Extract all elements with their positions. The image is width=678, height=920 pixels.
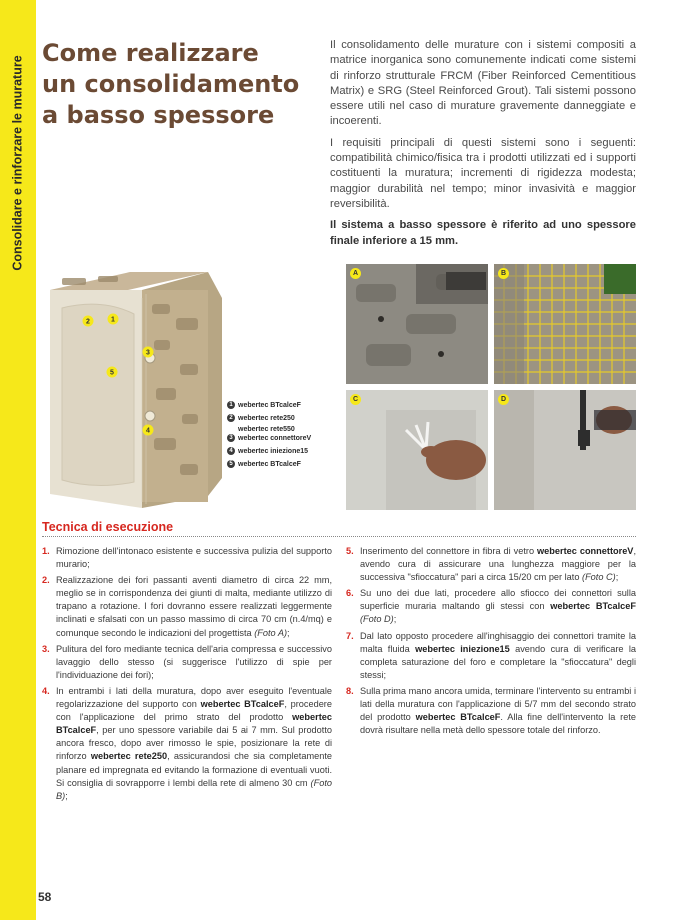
step-text: Realizzazione dei fori passanti aventi diametro di circa 22 mm, meglio se in corrispondenza dei giunti di malta, mediante utilizzo di trapano a rotazione. I fori dovranno essere realizzati leggermente inclinati e sfalsati con un passo massimo di circa 70 cm (n.4/mq) e comunque secondo le indicazioni del progettista (Foto A); [56,575,332,638]
step-item [42,685,332,803]
legend-number: 1 [227,401,235,409]
step-number: 1. [42,546,50,556]
legend-label: webertec BTcalceF [238,461,301,468]
legend-item [227,400,337,413]
legend-number: 3 [227,434,235,442]
legend-number: 2 [227,414,235,422]
section-title: Tecnica di esecuzione [42,520,174,534]
product-name: webertec BTcalceF [56,712,332,736]
legend-label: webertec iniezione15 [238,448,309,455]
step-text: Inserimento del connettore in fibra di vetro webertec connettoreV, avendo cura di assicurare una lunghezza maggiore per la successiva "sfioccatura" pari a circa 15/20 cm per lato (Foto C); [360,546,636,583]
wall-layer-diagram [42,268,338,512]
callout-1-text: 1 [111,316,115,324]
callout-3-text: 3 [146,349,150,357]
sidebar-label-wrap [3,40,33,285]
step-item [346,685,636,737]
step-item [346,545,636,584]
photo-c-label: C [350,394,361,405]
photo-reference: (Foto B) [56,777,332,801]
photo-a-label: A [350,268,361,279]
intro-text [330,38,636,255]
photo-grid [346,264,636,510]
title-line-3: a basso spessore [42,101,275,129]
steps-column-left [42,545,332,806]
step-number: 3. [42,643,50,654]
legend-item [227,413,337,433]
photo-b [494,264,636,384]
title-line-2: un consolidamento [42,70,300,98]
plaster-layer [62,304,134,485]
title-line-1: Come realizzare [42,39,259,67]
legend-number: 5 [227,460,235,468]
legend-label-2: webertec rete550 [238,426,295,433]
step-item [346,587,636,626]
step-text: Su uno dei due lati, procedere allo sfiocco dei connettori sulla superficie muraria maltando gli stessi con webertec BTcalceF (Foto D); [360,588,636,625]
section-divider [42,536,636,537]
step-item [346,630,636,682]
step-text: Sulla prima mano ancora umida, terminare l'intervento su entrambi i lati della muratura con l'applicazione di 5/7 mm del secondo strato del prodotto webertec BTcalceF. Alla fine dell'intervento la rete dovrà risultare nella metà dello spessore totale del rinforzo. [360,685,636,736]
intro-paragraph-3: Il sistema a basso spessore è riferito ad uno spessore finale inferiore a 15 mm. [330,219,636,247]
product-name: webertec BTcalceF [415,712,501,723]
legend-item [227,459,337,472]
step-item [42,574,332,639]
photo-d-label: D [498,394,509,405]
step-number: 2. [42,575,50,586]
step-number: 8. [346,685,354,696]
intro-paragraph-1: Il consolidamento delle murature con i sistemi compositi a matrice inorganica sono comunemente indicati come sistemi di rinforzo strutturale FRCM (Fiber Reinforced Cementitious Matrix) e SRG (Steel Reinforced Grout). Tali sistemi possono essere utili nel caso di murature gravemente danneggiate e incoerenti. [330,39,636,128]
step-number: 5. [346,546,354,556]
photo-reference: (Foto D) [360,614,394,625]
legend-item [227,446,337,459]
step-item [42,643,332,682]
step-text: Dal lato opposto procedere all'inghisaggio dei connettori tramite la malta fluida webertec iniezione15 avendo cura di verificare la completa saturazione del foro e completare la "sfioccatura" degli stessi; [360,630,636,680]
step-text: In entrambi i lati della muratura, dopo aver eseguito l'eventuale regolarizzazione del supporto con webertec BTcalceF, procedere con l'applicazione del primo strato del prodotto webertec BTcalceF, per uno spessore variabile dai 5 ai 7 mm. Sul prodotto ancora fresco, dopo aver rimosso le spie, posizionare la rete di rinforzo webertec rete250, assicurandosi che sia completamente planare ed impregnata ed evitando la formazione di eventuali vuoti. Si consiglia di sovrapporre i lembi della rete di almeno 30 cm (Foto B); [56,685,332,801]
connector-plug [145,411,155,421]
page-title [42,38,312,131]
photo-a [346,264,488,384]
photo-reference: (Foto C) [582,572,616,583]
sidebar-band [0,0,36,920]
product-name: webertec BTcalceF [550,601,636,612]
callout-5-text: 5 [110,369,114,377]
photo-b-image [494,264,636,384]
product-name: webertec BTcalceF [200,699,285,710]
step-item [42,545,332,571]
wall-illustration [42,268,338,512]
legend-label: webertec rete250 [238,415,295,422]
legend-number: 4 [227,447,235,455]
callout-4-text: 4 [146,427,150,435]
page-number: 58 [38,890,52,904]
step-number: 7. [346,630,354,641]
step-number: 6. [346,588,354,599]
diagram-legend [227,400,337,472]
product-name: webertec rete250 [90,751,168,762]
legend-label: webertec connettoreV [238,435,312,442]
photo-a-image [346,264,488,384]
product-name: webertec iniezione15 [415,643,510,654]
photo-c-image [346,390,488,510]
photo-c [346,390,488,510]
step-number: 4. [42,685,50,696]
photo-d [494,390,636,510]
product-name: webertec connettoreV [537,546,634,556]
callout-2-text: 2 [86,318,90,326]
legend-label: webertec BTcalceF [238,402,301,409]
step-text: Pulitura del foro mediante tecnica dell'aria compressa e successivo lavaggio dello stesso (si suggerisce l'utilizzo di spie per l'individuazione dei fori); [56,643,332,680]
step-text: Rimozione dell'intonaco esistente e successiva pulizia del supporto murario; [56,546,332,570]
legend-item [227,433,337,446]
intro-paragraph-2: I requisiti principali di questi sistemi sono i seguenti: compatibilità chimico/fisica tra i prodotti utilizzati ed i supporti costituenti la muratura; incrementi di rigidezza modesta; maggior durabilità nel tempo; minor invasività e maggior reversibilità. [330,136,636,210]
photo-reference: (Foto A) [254,627,288,638]
steps-column-right [346,545,636,740]
sidebar-label: Consolidare e rinforzare le murature [11,54,25,271]
photo-b-label: B [498,268,509,279]
photo-d-image [494,390,636,510]
